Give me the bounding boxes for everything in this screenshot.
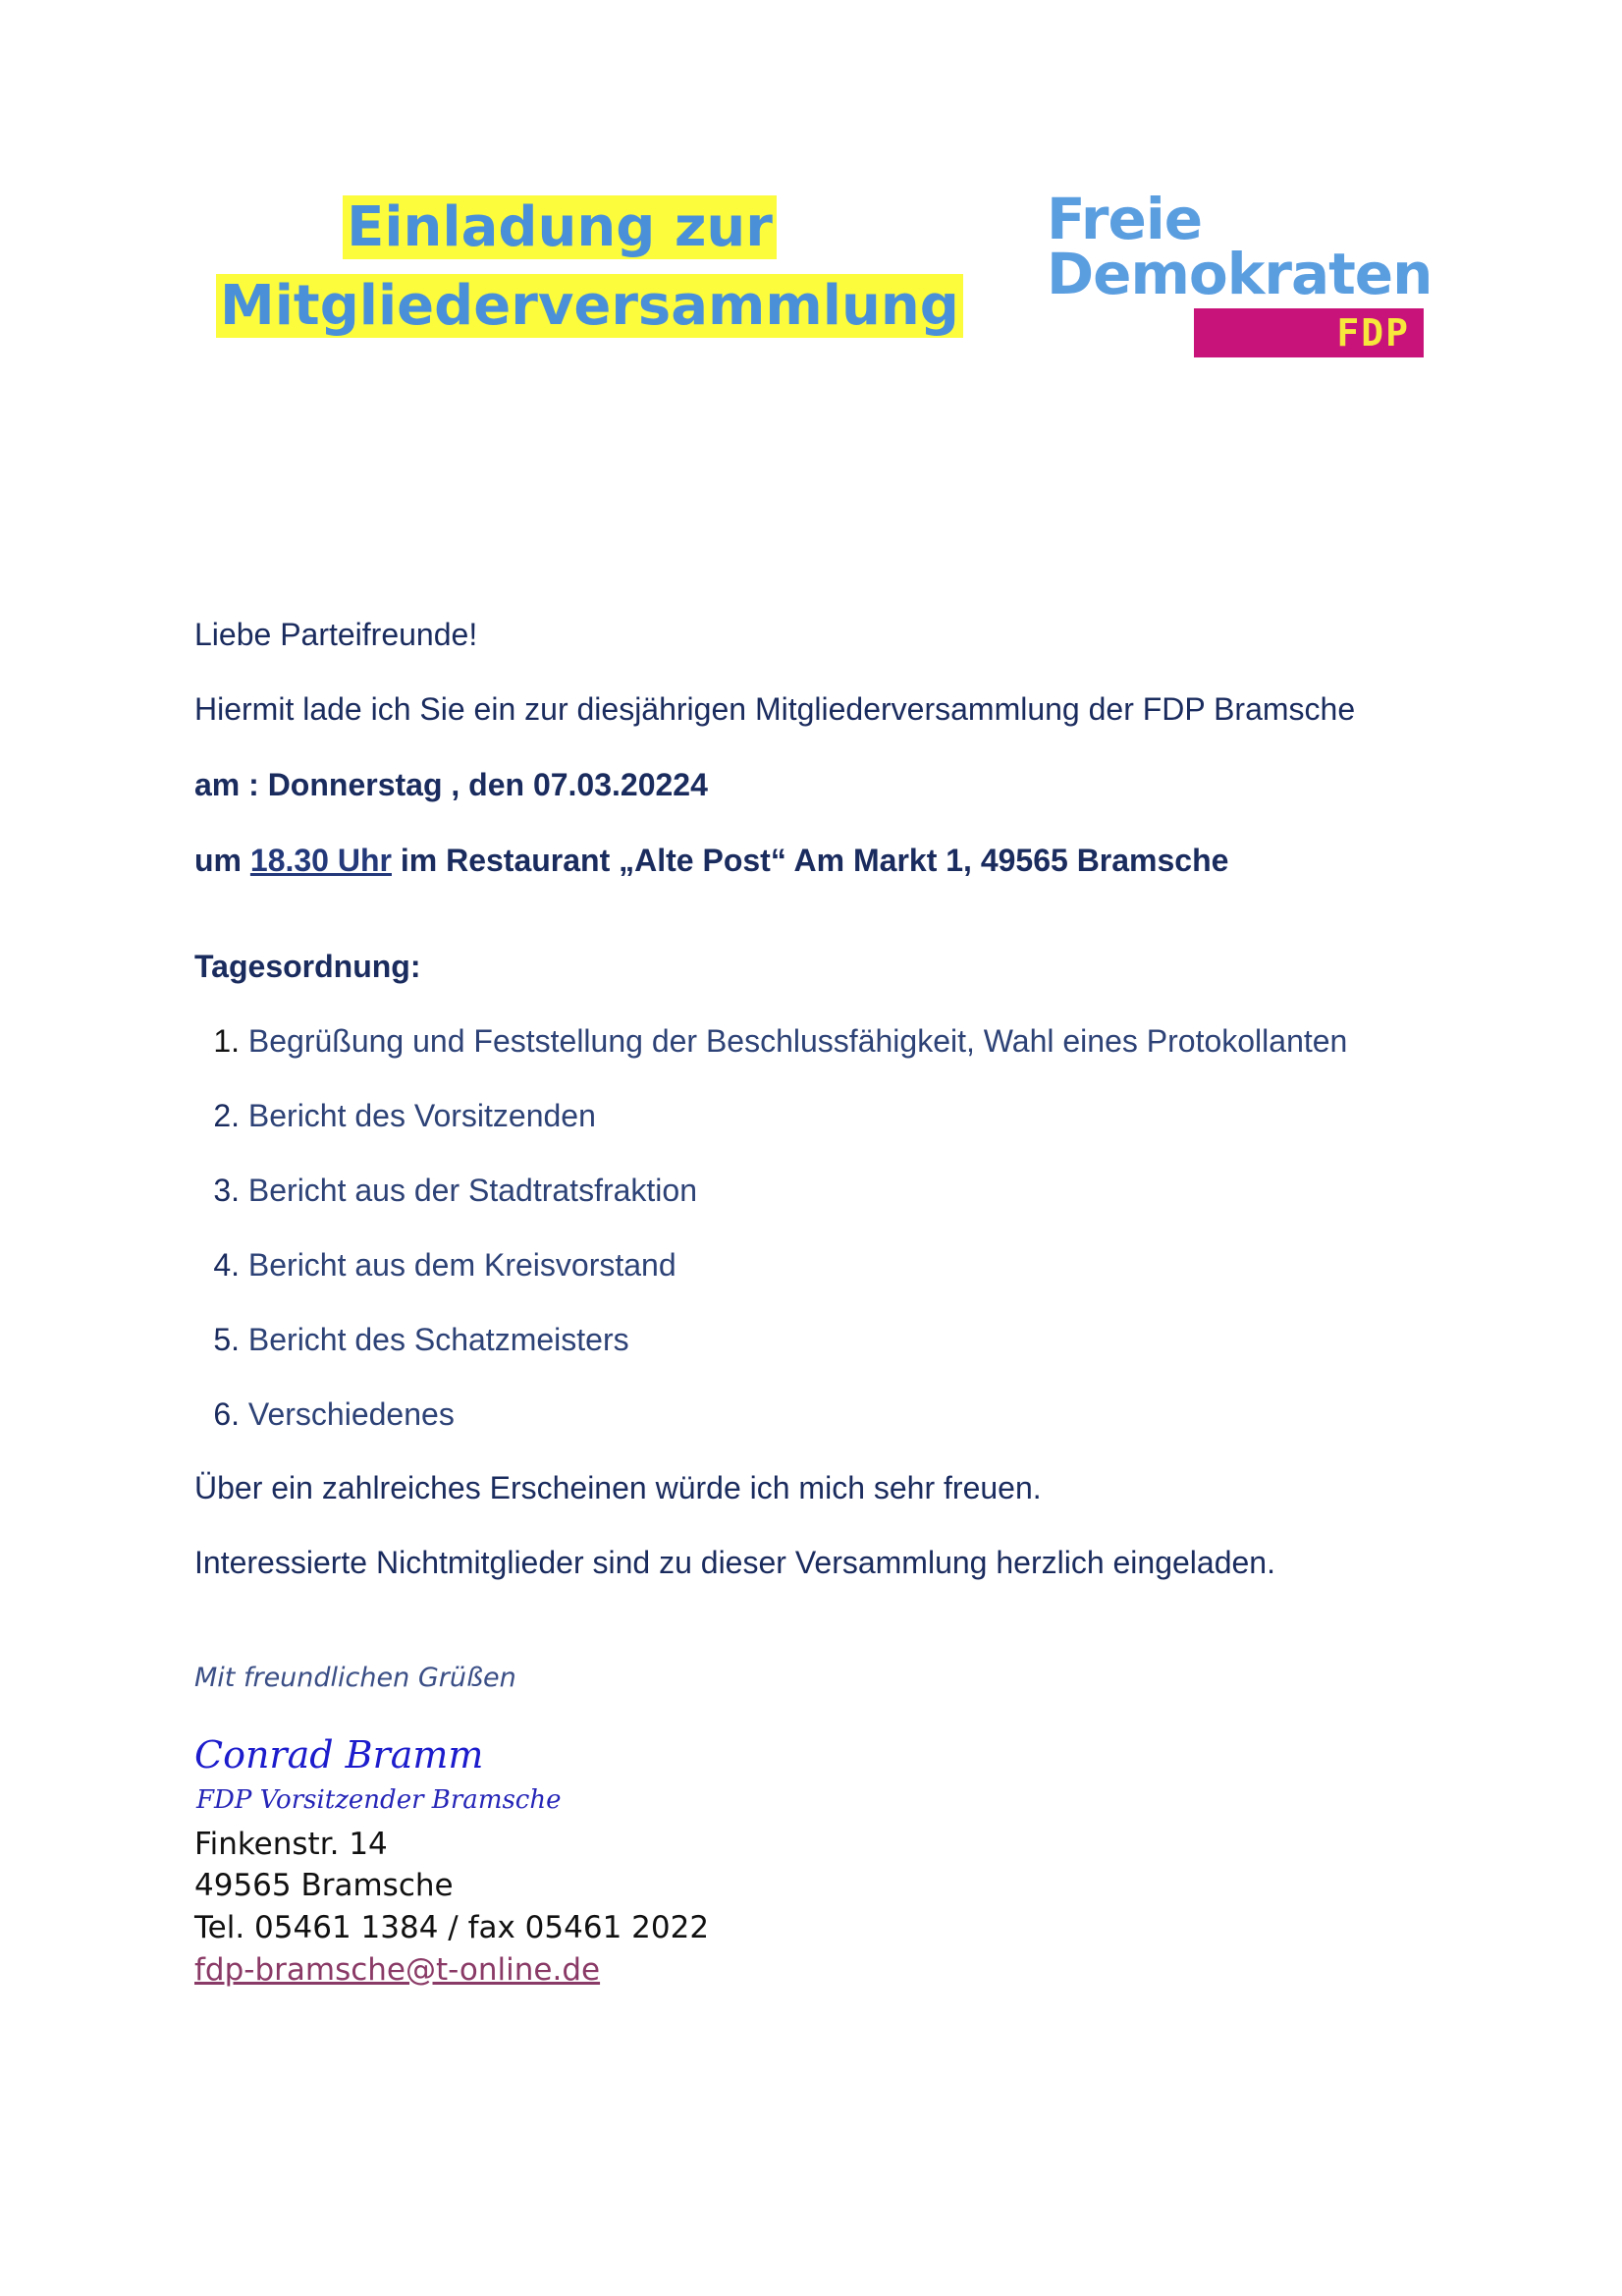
agenda-item-text: Bericht des Schatzmeisters bbox=[247, 1322, 629, 1357]
agenda-heading: Tagesordnung: bbox=[194, 949, 421, 984]
meeting-place: im Restaurant „Alte Post“ Am Markt 1, 49565 Bramsche bbox=[391, 843, 1229, 878]
logo-wordmark-line-2: Demokraten bbox=[1047, 241, 1433, 307]
agenda-item-number: 2. bbox=[213, 1098, 240, 1133]
closing-sentence-1: Über ein zahlreiches Erscheinen würde ich mich sehr freuen. bbox=[194, 1470, 1042, 1505]
closing-sentence-2: Interessierte Nichtmitglieder sind zu dieser Versammlung herzlich eingeladen. bbox=[194, 1545, 1275, 1580]
agenda-item-number: 6. bbox=[213, 1396, 240, 1432]
contact-phone: Tel. 05461 1384 / fax 05461 2022 bbox=[194, 1910, 710, 1945]
meeting-time: 18.30 Uhr bbox=[249, 843, 392, 878]
logo-wordmark-line-1: Freie bbox=[1047, 186, 1203, 252]
meeting-date: am : Donnerstag , den 07.03.20224 bbox=[194, 767, 708, 802]
agenda-item-text: Begrüßung und Feststellung der Beschlussfähigkeit, Wahl eines Protokollanten bbox=[247, 1023, 1348, 1059]
agenda-item bbox=[194, 1394, 1347, 1469]
address-street: Finkenstr. 14 bbox=[194, 1827, 388, 1862]
agenda-item-text: Bericht des Vorsitzenden bbox=[247, 1098, 596, 1133]
agenda-item-text: Bericht aus dem Kreisvorstand bbox=[247, 1247, 676, 1283]
agenda-item bbox=[194, 1245, 1347, 1320]
agenda-item-text: Bericht aus der Stadtratsfraktion bbox=[247, 1173, 697, 1208]
signatory-role: FDP Vorsitzender Bramsche bbox=[196, 1785, 562, 1815]
agenda-item bbox=[194, 1096, 1347, 1171]
agenda-item bbox=[194, 1171, 1347, 1245]
fdp-logo bbox=[1047, 186, 1433, 357]
logo-badge bbox=[1194, 308, 1424, 357]
agenda-list bbox=[194, 1021, 1347, 1469]
intro-paragraph: Hiermit lade ich Sie ein zur diesjährigen Mitgliederversammlung der FDP Bramsche bbox=[194, 691, 1356, 727]
logo-badge-text: FDP bbox=[1336, 311, 1410, 355]
signatory-name: Conrad Bramm bbox=[194, 1733, 484, 1777]
title-line-2: Mitgliederversammlung bbox=[216, 274, 963, 338]
title-line-1: Einladung zur bbox=[343, 195, 777, 259]
agenda-item bbox=[194, 1320, 1347, 1394]
agenda-item-number: 1. bbox=[213, 1023, 240, 1059]
agenda-item-number: 4. bbox=[213, 1247, 240, 1283]
time-prefix: um bbox=[194, 843, 250, 878]
address-city: 49565 Bramsche bbox=[194, 1868, 454, 1903]
agenda-item-number: 5. bbox=[213, 1322, 240, 1357]
agenda-item-text: Verschiedenes bbox=[247, 1396, 455, 1432]
salutation: Liebe Parteifreunde! bbox=[194, 617, 478, 652]
contact-email-link[interactable]: fdp-bramsche@t-online.de bbox=[194, 1952, 601, 1988]
closing-greeting: Mit freundlichen Grüßen bbox=[194, 1663, 516, 1693]
agenda-item bbox=[194, 1021, 1347, 1096]
document-title bbox=[216, 189, 959, 346]
agenda-item-number: 3. bbox=[213, 1173, 240, 1208]
meeting-time-place bbox=[194, 841, 1471, 880]
